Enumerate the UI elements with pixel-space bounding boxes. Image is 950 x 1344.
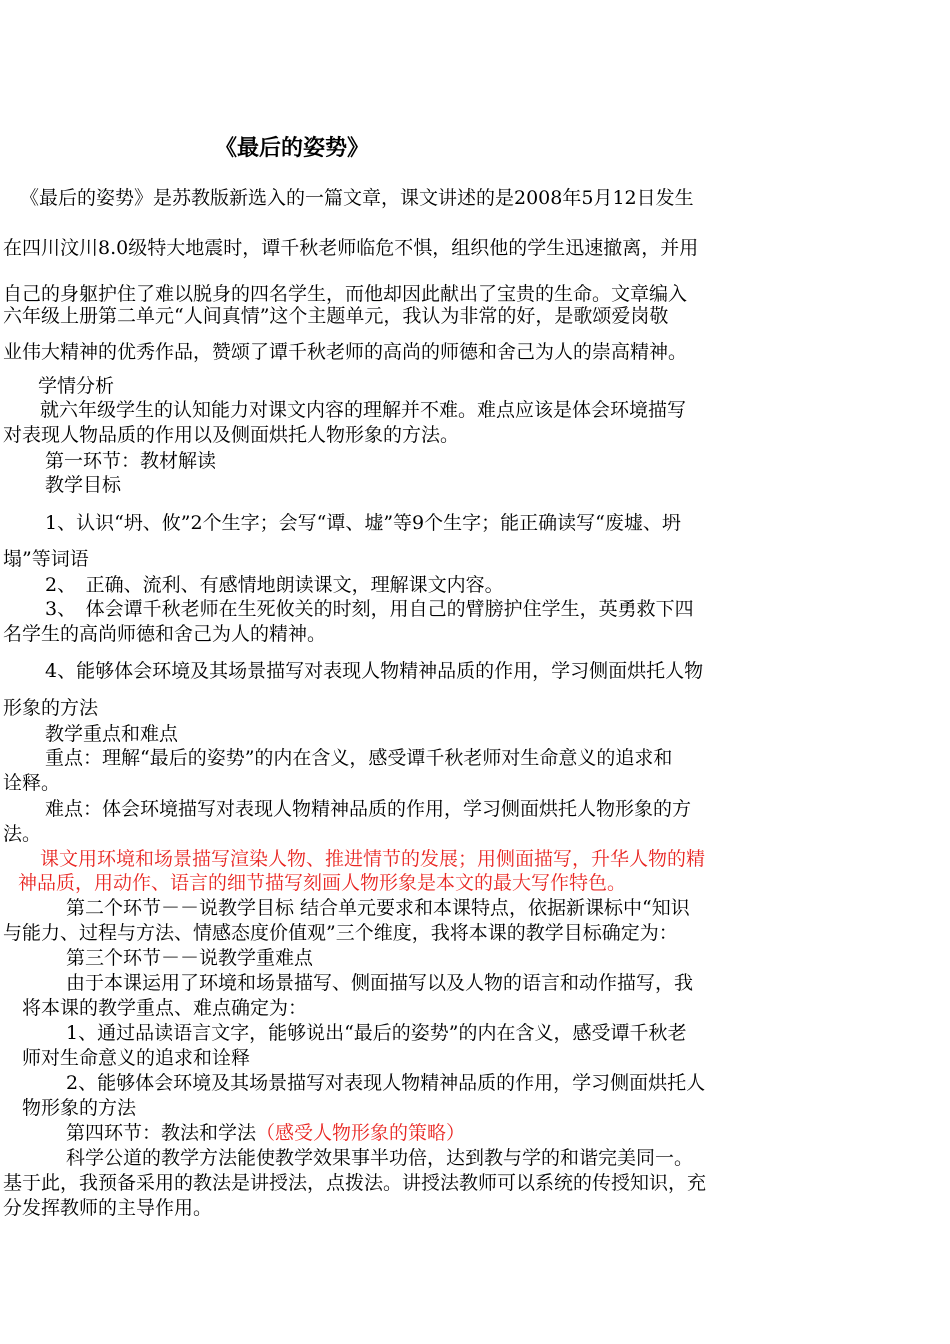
section3-heading: 第三个环节－－说教学重难点 — [66, 947, 314, 969]
goals-heading: 教学目标 — [45, 474, 122, 496]
keypoint-line: 重点：理解“最后的姿势”的内在含义，感受谭千秋老师对生命意义的追求和 — [45, 747, 673, 769]
document-title: 《最后的姿势》 — [215, 136, 370, 161]
goal-line: 形象的方法 — [3, 697, 99, 719]
section2-line: 第二个环节－－说教学目标 结合单元要求和本课特点，依据新课标中“知识 — [66, 897, 690, 919]
section3-line: 1、通过品读语言文字，能够说出“最后的姿势”的内在含义，感受谭千秋老 — [66, 1022, 687, 1044]
keypoint-line: 难点：体会环境描写对表现人物精神品质的作用，学习侧面烘托人物形象的方 — [45, 798, 692, 820]
analysis-heading: 学情分析 — [38, 375, 115, 397]
intro-line: 《最后的姿势》是苏教版新选入的一篇文章，课文讲述的是2008年5月12日发生 — [20, 187, 694, 209]
goal-line: 塌”等词语 — [3, 548, 89, 570]
section4-heading-note: （感受人物形象的策略） — [256, 1122, 466, 1144]
section4-line: 科学公道的教学方法能使教学效果事半功倍，达到教与学的和谐完美同一。 — [66, 1147, 694, 1169]
goal-line: 1、认识“坍、攸”2个生字；会写“谭、墟”等9个生字；能正确读写“废墟、坍 — [45, 512, 681, 534]
keypoints-heading: 教学重点和难点 — [45, 723, 179, 745]
analysis-line: 对表现人物品质的作用以及侧面烘托人物形象的方法。 — [3, 424, 460, 446]
keypoint-line: 法。 — [3, 823, 42, 845]
section4-heading — [66, 1121, 465, 1145]
section1-heading: 第一环节：教材解读 — [45, 450, 217, 472]
highlight-line: 神品质，用动作、语言的细节描写刻画人物形象是本文的最大写作特色。 — [18, 872, 627, 894]
intro-line: 自己的身躯护住了难以脱身的四名学生，而他却因此献出了宝贵的生命。文章编入 — [3, 283, 688, 305]
section3-line: 由于本课运用了环境和场景描写、侧面描写以及人物的语言和动作描写，我 — [66, 972, 694, 994]
section4-line: 基于此，我预备采用的教法是讲授法，点拨法。讲授法教师可以系统的传授知识，充 — [3, 1172, 707, 1194]
section4-heading-text: 第四环节：教法和学法 — [66, 1122, 257, 1144]
section4-line: 分发挥教师的主导作用。 — [3, 1197, 213, 1219]
section2-line: 与能力、过程与方法、情感态度价值观”三个维度，我将本课的教学目标确定为： — [3, 922, 678, 944]
keypoint-line: 诠释。 — [3, 772, 61, 794]
intro-line: 在四川汶川8.0级特大地震时，谭千秋老师临危不惧，组织他的学生迅速撤离，并用 — [3, 237, 699, 259]
section3-line: 师对生命意义的追求和诠释 — [22, 1047, 251, 1069]
highlight-line: 课文用环境和场景描写渲染人物、推进情节的发展；用侧面描写，升华人物的精 — [40, 848, 706, 870]
intro-line: 六年级上册第二单元“人间真情”这个主题单元，我认为非常的好，是歌颂爱岗敬 — [3, 305, 669, 327]
goal-line: 4、能够体会环境及其场景描写对表现人物精神品质的作用，学习侧面烘托人物 — [45, 660, 704, 682]
analysis-line: 就六年级学生的认知能力对课文内容的理解并不难。难点应该是体会环境描写 — [40, 399, 687, 421]
section3-line: 将本课的教学重点、难点确定为： — [22, 997, 308, 1019]
section3-line: 2、能够体会环境及其场景描写对表现人物精神品质的作用，学习侧面烘托人 — [66, 1072, 706, 1094]
section3-line: 物形象的方法 — [22, 1097, 137, 1119]
goal-line: 名学生的高尚师德和舍己为人的精神。 — [3, 623, 327, 645]
intro-line: 业伟大精神的优秀作品，赞颂了谭千秋老师的高尚的师德和舍己为人的崇高精神。 — [3, 341, 688, 363]
goal-line: 3、 体会谭千秋老师在生死攸关的时刻，用自己的臂膀护住学生，英勇救下四 — [45, 598, 694, 620]
goal-line: 2、 正确、流利、有感情地朗读课文，理解课文内容。 — [45, 574, 504, 596]
